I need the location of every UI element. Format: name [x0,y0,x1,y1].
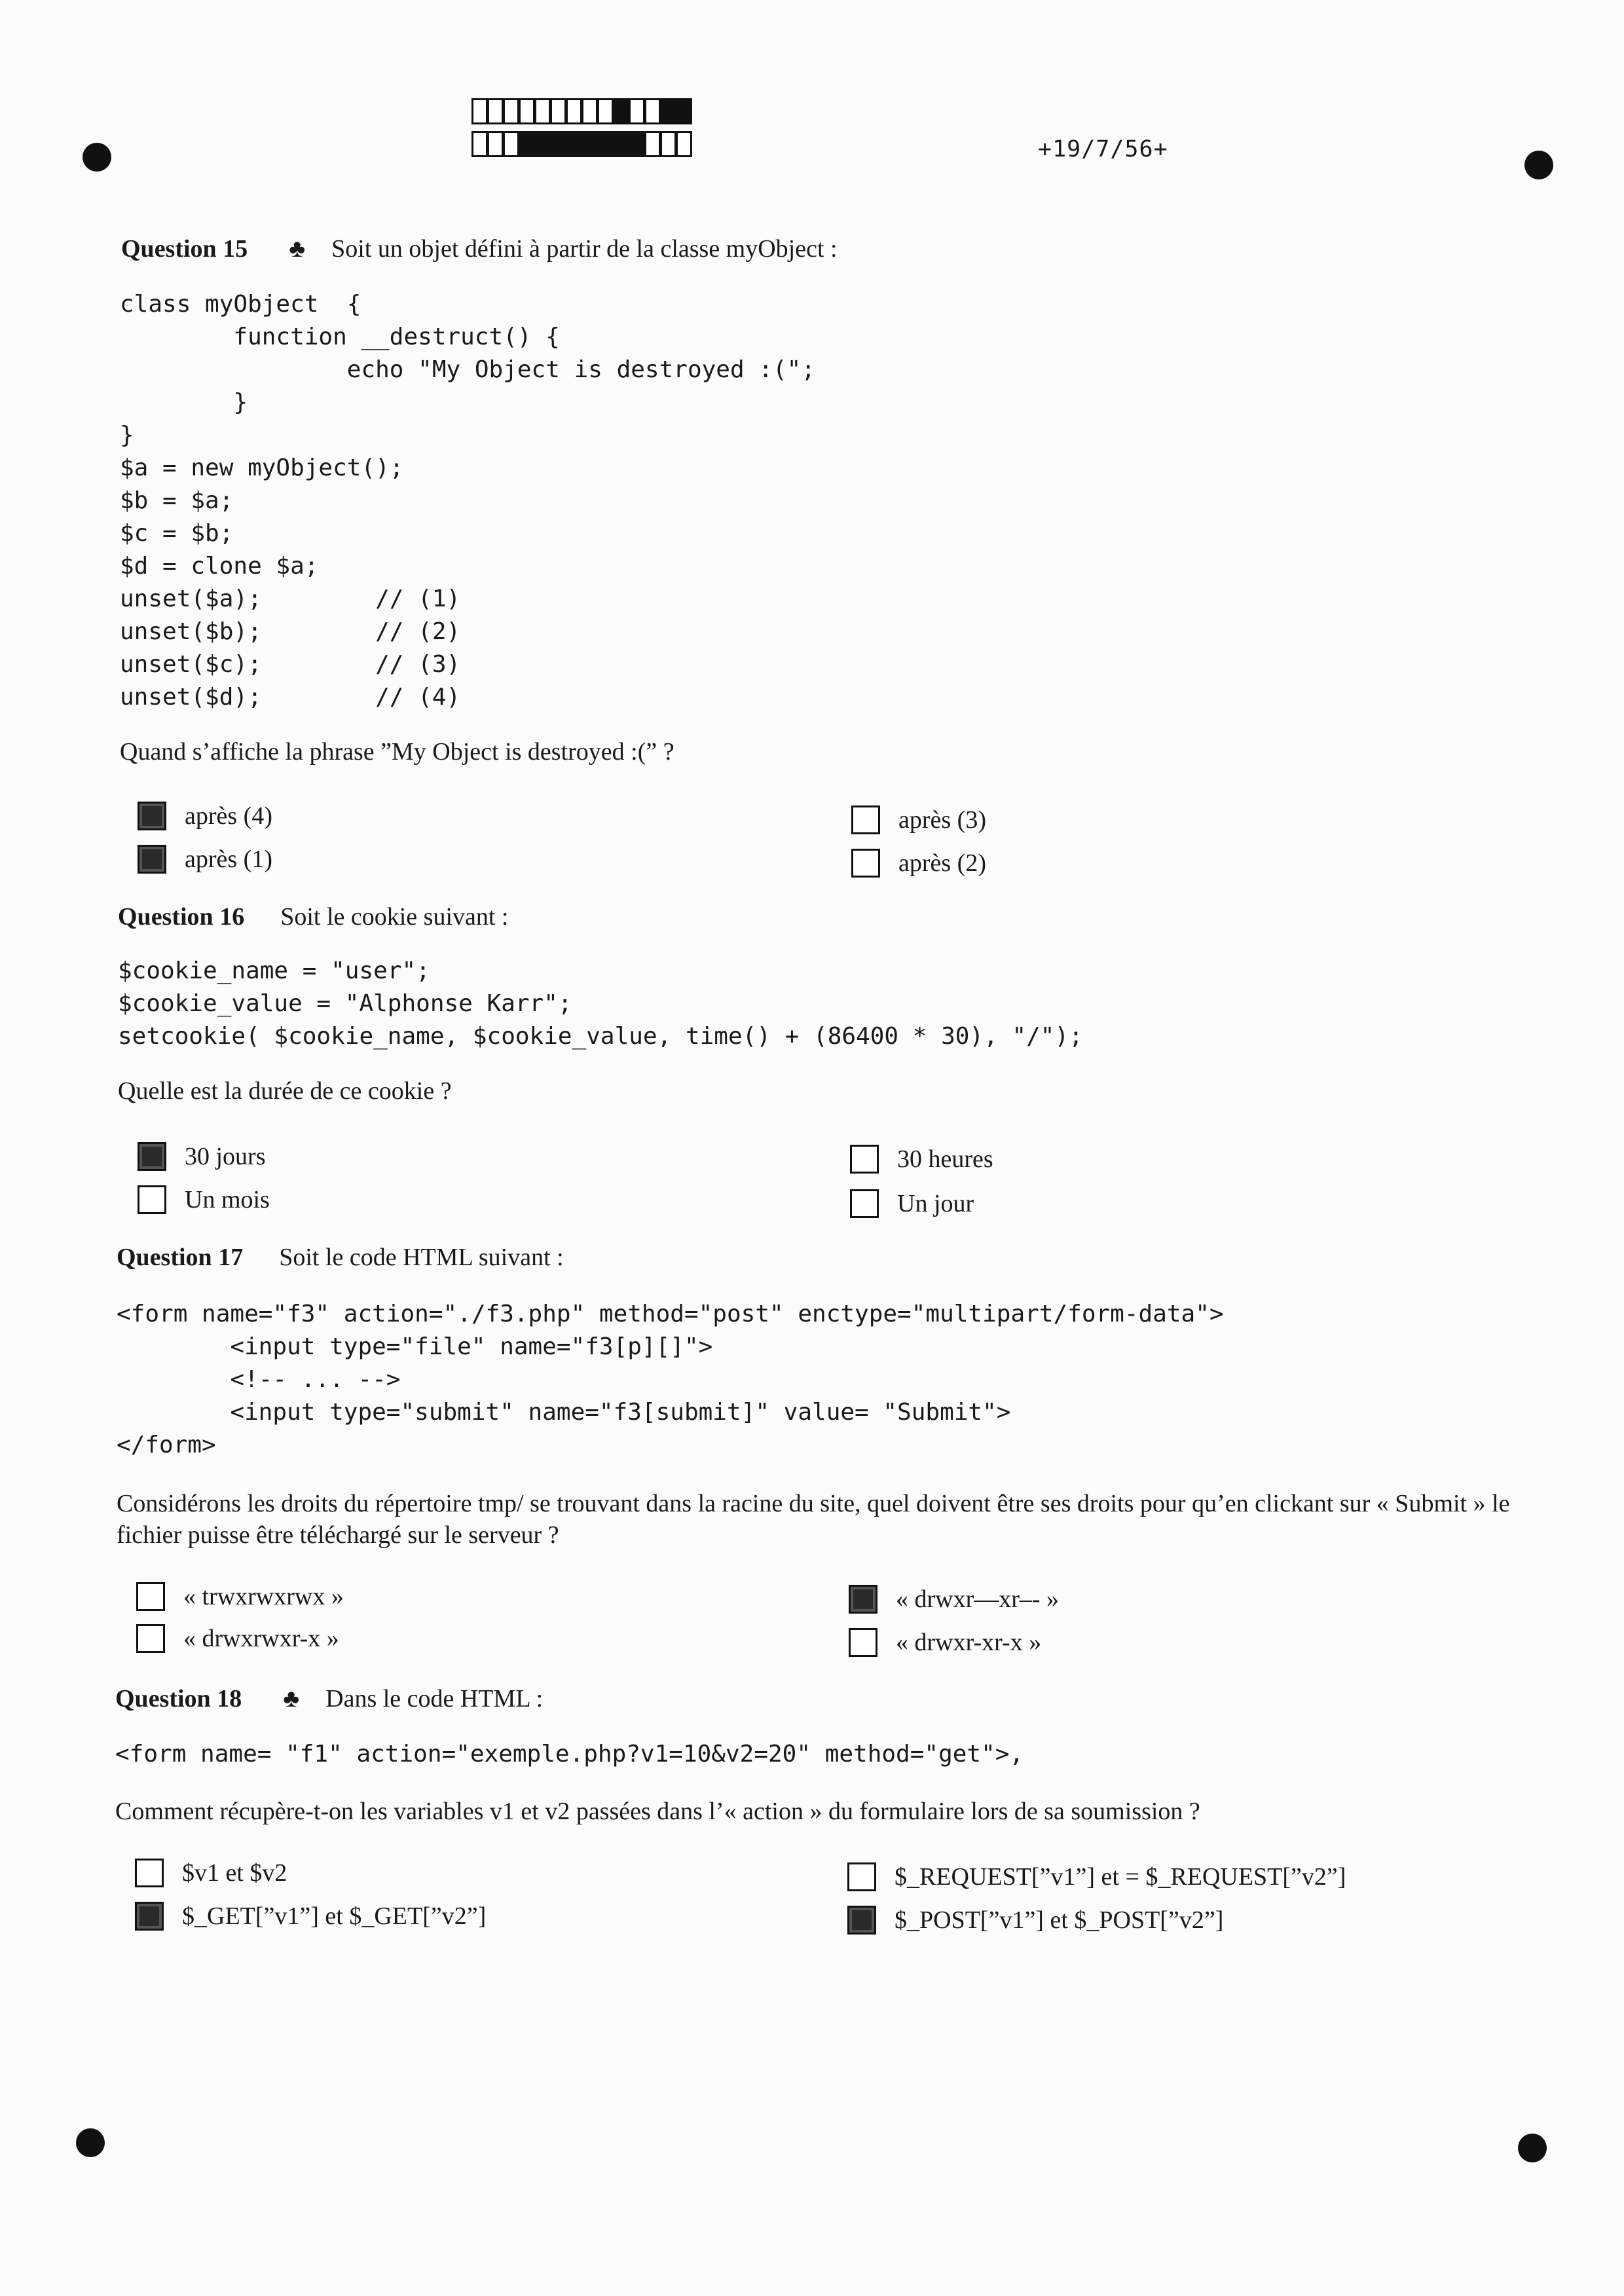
barcode-cell [613,98,629,124]
question-text: Soit le code HTML suivant : [279,1244,564,1271]
registration-mark-bottom-right [1518,2134,1547,2162]
answer-option[interactable] [851,803,986,837]
barcode-cell [660,98,676,124]
answer-label: $v1 et $v2 [182,1859,287,1887]
barcode-cell [471,98,488,124]
barcode-cell [566,131,582,157]
barcode-cell [550,98,566,124]
barcode-cell [550,131,566,157]
barcode-cell [676,131,692,157]
answer-checkbox[interactable] [138,1142,166,1171]
barcode-cell [534,98,551,124]
barcode-cell [503,131,519,157]
answer-checkbox[interactable] [849,1585,877,1614]
barcode-cell [597,98,614,124]
answer-option[interactable] [850,1187,974,1221]
answer-checkbox[interactable] [850,1189,879,1218]
answer-label: $_REQUEST[”v1”] et = $_REQUEST[”v2”] [895,1863,1346,1891]
question-17-code: <form name="f3" action="./f3.php" method="post" enctype="multipart/form-data"> <input type="file" name="f3[p][]"> <!-- ... --> <input type="submit" name="f3[submit]" value= "Submit"> </form> [117,1301,1224,1458]
answer-checkbox[interactable] [851,805,880,834]
answer-option[interactable] [138,1183,270,1217]
club-icon: ♣ [283,1685,300,1713]
question-text: Dans le code HTML : [325,1685,544,1713]
answer-checkbox[interactable] [851,849,880,878]
answer-option[interactable] [135,1899,486,1933]
answer-label: 30 jours [185,1143,266,1170]
question-label: Question 16 [118,903,245,931]
answer-checkbox[interactable] [135,1859,164,1887]
answer-label: après (1) [185,845,272,873]
answer-checkbox[interactable] [138,802,166,830]
answer-option[interactable] [851,846,986,880]
question-18-header [115,1684,543,1713]
barcode-cell [471,131,488,157]
answer-label: Un mois [185,1186,270,1213]
answer-option[interactable] [136,1621,339,1656]
question-text: Soit le cookie suivant : [280,903,509,931]
question-15-code: class myObject { function __destruct() { echo "My Object is destroyed :("; } } $a = new myObject(); $b = $a; $c = $b; $d = clone $a; unset($a); // (1) unset($b); // (2) unset($c); // (3) unset($d); // (4) [120,291,816,711]
barcode-cell [613,131,629,157]
question-label: Question 18 [115,1685,242,1713]
question-16-prompt: Quelle est la durée de ce cookie ? [118,1077,452,1105]
question-18-prompt: Comment récupère-t-on les variables v1 et v2 passées dans l’« action » du formulaire lors de sa soumission ? [115,1798,1200,1825]
barcode-cell [534,131,551,157]
barcode-cell [503,98,519,124]
question-16-code: $cookie_name = "user"; $cookie_value = "Alphonse Karr"; setcookie( $cookie_name, $cookie_value, time() + (86400 * 30), "/"); [118,957,1083,1050]
question-17-prompt: Considérons les droits du répertoire tmp/ se trouvant dans la racine du site, quel doivent être ses droits pour qu’en clickant sur « Submit » le fichier puisse être téléchargé sur le serveur ? [117,1490,1510,1549]
question-text: Soit un objet défini à partir de la classe myObject : [331,235,838,263]
question-17-header [117,1243,564,1272]
registration-mark-top-right [1524,151,1553,179]
barcode-cell [566,98,582,124]
answer-label: après (2) [898,849,986,877]
answer-label: après (3) [898,806,986,834]
question-18-code: <form name= "f1" action="exemple.php?v1=10&v2=20" method="get">, [115,1741,1024,1768]
answer-option[interactable] [850,1142,993,1176]
answer-label: « drwxr—xr–- » [896,1585,1060,1613]
answer-option[interactable] [138,842,272,876]
registration-mark-bottom-left [76,2128,105,2157]
barcode-cell [644,131,661,157]
answer-label: Un jour [897,1190,974,1217]
barcode-cell [487,131,504,157]
club-icon: ♣ [289,235,306,263]
answer-option[interactable] [138,1139,266,1174]
barcode-cell [581,98,598,124]
registration-mark-top-left [83,143,111,172]
barcode-cell [644,98,661,124]
answer-label: $_POST[”v1”] et $_POST[”v2”] [895,1906,1224,1934]
barcode-cell [519,131,535,157]
answer-option[interactable] [138,799,272,833]
answer-label: après (4) [185,802,272,830]
answer-label: « drwxrwxr-x » [183,1625,339,1652]
question-label: Question 15 [121,235,248,263]
barcode-cell [597,131,614,157]
question-15-prompt: Quand s’affiche la phrase ”My Object is destroyed :(” ? [120,738,674,766]
answer-label: $_GET[”v1”] et $_GET[”v2”] [182,1902,487,1930]
answer-option[interactable] [135,1856,287,1890]
barcode-cell [581,131,598,157]
answer-checkbox[interactable] [138,1185,166,1214]
barcode-cell [629,131,645,157]
answer-option[interactable] [849,1582,1059,1616]
answer-option[interactable] [136,1580,344,1614]
question-15-header [121,234,838,263]
barcode-cell [519,98,535,124]
question-label: Question 17 [117,1244,244,1271]
answer-checkbox[interactable] [136,1624,165,1653]
answer-checkbox[interactable] [135,1902,164,1931]
barcode-cell [676,98,692,124]
answer-checkbox[interactable] [850,1145,879,1174]
answer-checkbox[interactable] [849,1628,877,1657]
answer-label: « drwxr-xr-x » [896,1629,1042,1656]
question-16-header [118,902,509,931]
answer-label: 30 heures [897,1145,993,1173]
sheet-id-code: +19/7/56+ [1038,136,1168,162]
answer-checkbox[interactable] [847,1906,876,1935]
answer-option[interactable] [849,1625,1041,1659]
barcode-cell [660,131,676,157]
answer-option[interactable] [847,1860,1346,1894]
barcode-cell [629,98,645,124]
answer-checkbox[interactable] [847,1862,876,1891]
barcode-cell [487,98,504,124]
answer-checkbox[interactable] [138,845,166,874]
answer-option[interactable] [847,1903,1223,1937]
answer-label: « trwxrwxrwx » [183,1583,344,1610]
answer-checkbox[interactable] [136,1582,165,1611]
